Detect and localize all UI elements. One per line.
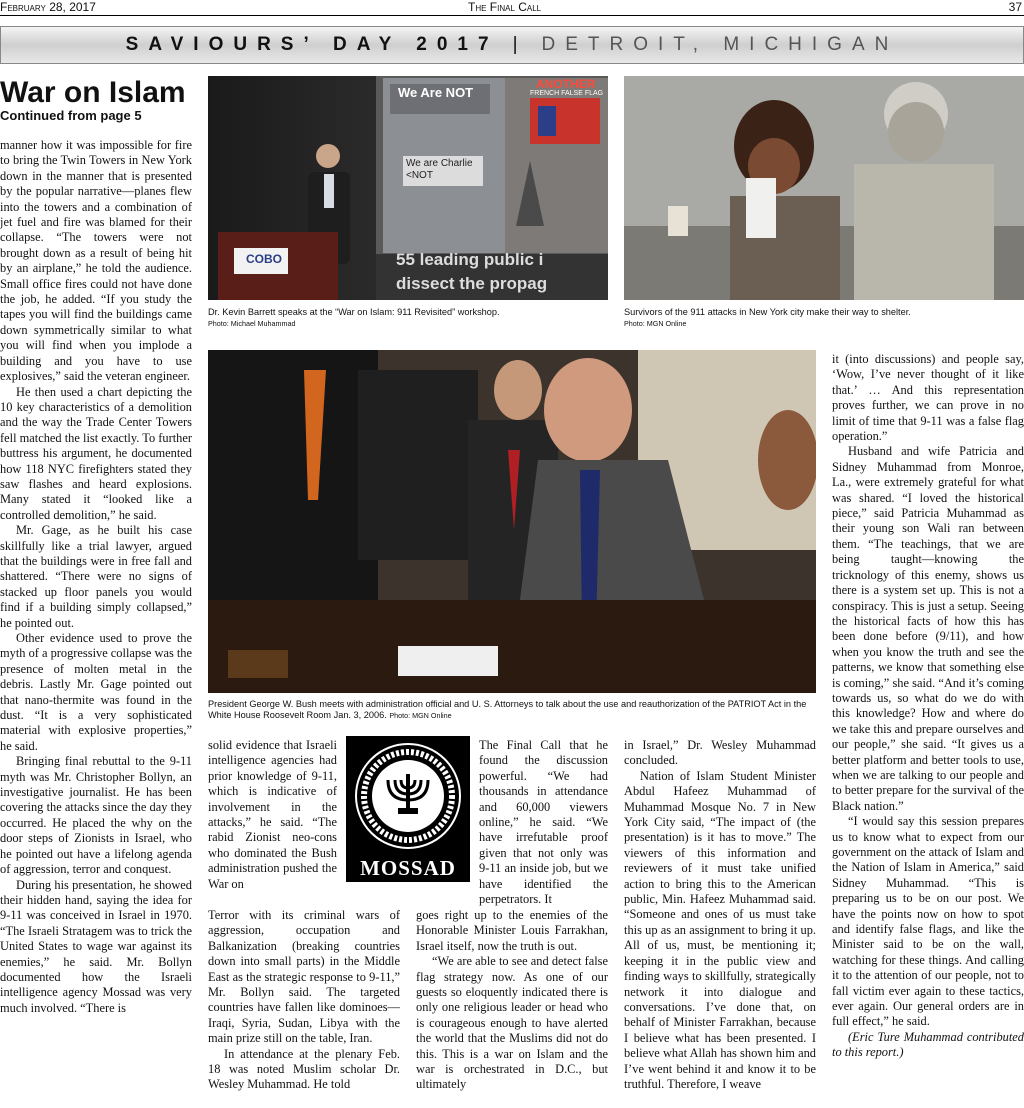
- article-column-2: [208, 908, 400, 1108]
- issue-date: February 28, 2017: [0, 0, 96, 14]
- article-column-2-top: [208, 738, 337, 908]
- article-column-1: [0, 138, 192, 1106]
- contributor-credit: (Eric Ture Muhammad contributed to this report.): [832, 1029, 1024, 1060]
- screen-text-charlie: We are Charlie <NOT: [406, 158, 473, 181]
- article-continuation: Continued from page 5: [0, 108, 142, 123]
- screen-text-bottom-1: 55 leading public i: [396, 250, 544, 269]
- banner-separator: |: [512, 34, 528, 55]
- banner-location: DETROIT, MICHIGAN: [541, 34, 899, 55]
- paragraph: Bringing final rebuttal to the 9-11 myth was Mr. Christopher Bollyn, an investigative journalist. He has been covering the attacks since the day they occurred. He placed the why on the door steps of Zionists in Israel, who he pointed out have a lifelong agenda of aggression, terror and conquest.: [0, 754, 192, 877]
- screen-text-french-false-flag: FRENCH FALSE FLAG: [530, 90, 604, 97]
- paragraph: Husband and wife Patricia and Sidney Muhammad from Monroe, La., were extremely grateful for what was shared. “I loved the historical piece,” said Patricia Muhammad as their young son Wali ran between them. “The teachings, that we are being taught—knowing the tricknology of this enemy, shows us there is a system set up. This is not a conspiracy. This is just a setup. Seeing the historical facts of how this has been done before (9/11), and how when you know the truth and see the patterns, we know that something else is coming,” she said. “And it’s coming towards us, so what do we do with this knowledge? How and where do we take this and prepare ourselves and our people,” she said. “It gives us a better platform and better tools to use, when we are talking to our people and to better prepare for the survival of the Black nation.”: [832, 444, 1024, 813]
- paragraph: Nation of Islam Student Minister Abdul Hafeez Muhammad of Muhammad Mosque No. 7 in New York City said, “The impact of (the presentation) is it has to move.” The viewers of this information and reviewers of it must take unified action to bring this to the American public, Min. Hafeez Muhammad said. “Someone and ones of us must take this up as an assignment to bring it up. All of us, must, be mentioning it; keeping it in the public view and finding ways to skillfully, strategically network it into dialogue and conversations. I’ve done that, on behalf of Minister Farrakhan, because I believe what has been presented. I believe what Allah has shown him and I’ve went behind it and know it to be truthful. Therefore, I weave: [624, 768, 816, 1091]
- photo-survivors: [624, 76, 1024, 300]
- photo-barrett: [208, 76, 608, 300]
- paragraph: “We are able to see and detect false flag strategy now. As one of our guests so eloquently indicated there is only one religious leader or head who is courageous enough to have alerted the world that the Muslims did not do this. This is a war on Islam and the war is orchestrated in D.C., but ultimately: [416, 954, 608, 1092]
- screen-text-another: ANOTHER: [536, 77, 596, 91]
- caption-bush-text: President George W. Bush meets with administration official and U. S. Attorneys to talk about the use and reauthorization of the PATRIOT Act in the White House Roosevelt Room Jan. 3, 2006.: [208, 699, 807, 720]
- caption-barrett: [208, 307, 608, 329]
- article-column-3: [416, 908, 608, 1108]
- paragraph: “I would say this session prepares us to know what to expect from our government on the attack of Islam and the Nation of Islam in America,” said Sidney Muhammad. “This is preparing us to be on our post. We have the points now on how to spot and identify false flags, and like the Minister said to be on the wall, watching for these things. And calling it to the attention of our people, not to fall victim ever again to these tactics, ever again. Our general orders are in full effect,” he said.: [832, 814, 1024, 1029]
- paragraph: The Final Call that he found the discussion powerful. “We had thousands in attendance and 60,000 viewers online,” he said. “We have irrefutable proof given that not only was 9-11 an inside job, but we have identified the perpetrators. It: [479, 738, 608, 907]
- article-column-3-top: [479, 738, 608, 908]
- paragraph: Mr. Gage, as he built his case skillfully like a trial lawyer, argued that the buildings were in free fall and shattered. “There were no signs of stacked up floor panels you would find if a building simply collapsed,” he pointed out.: [0, 523, 192, 630]
- paragraph: Other evidence used to prove the myth of a progressive collapse was the presence of molten metal in the debris. Lastly Mr. Gage pointed out that nano-thermite was found in the dust. “It is a very sophisticated material with explosive properties,” he said.: [0, 631, 192, 753]
- photo-bush: [208, 350, 816, 693]
- paragraph: He then used a chart depicting the 10 key characteristics of a demolition and the way the Trade Center Towers fell matched the list exactly. To further buttress his argument, he documented how 118 NYC firefighters stated they saw flashes and heard explosions. Many stated it “looked like a controlled demolition,” he said.: [0, 384, 192, 522]
- event-banner: [0, 26, 1024, 64]
- mossad-logo: [346, 736, 470, 882]
- paragraph: During his presentation, he showed their hidden hand, saying the idea for 9-11 was conceived in Israel in 1970. “The Israeli Stratagem was to trick the United States to wage war against its enemies,” he said. Mr. Bollyn documented how the Israeli intelligence agency Mossad was very much involved. “There is: [0, 877, 192, 1015]
- podium-logo: COBO: [246, 252, 282, 266]
- page-number: 37: [1008, 0, 1022, 14]
- caption-bush-credit: Photo: MGN Online: [389, 711, 452, 720]
- caption-barrett-text: Dr. Kevin Barrett speaks at the “War on Islam: 911 Revisited” workshop.: [208, 307, 500, 317]
- caption-survivors-credit: Photo: MGN Online: [624, 319, 687, 328]
- paragraph: In attendance at the plenary Feb. 18 was noted Muslim scholar Dr. Wesley Muhammad. He told: [208, 1046, 400, 1092]
- caption-bush: [208, 699, 816, 721]
- caption-survivors-text: Survivors of the 911 attacks in New York city make their way to shelter.: [624, 307, 911, 317]
- publication-name: The Final Call: [468, 0, 542, 14]
- paragraph: goes right up to the enemies of the Honorable Minister Louis Farrakhan, Israel itself, now the truth is out.: [416, 908, 608, 953]
- screen-text-bottom-2: dissect the propag: [396, 274, 548, 293]
- caption-barrett-credit: Photo: Michael Muhammad: [208, 319, 296, 328]
- banner-event: SAVIOURS’ DAY 2017: [125, 34, 499, 55]
- paragraph: solid evidence that Israeli intelligence agencies had prior knowledge of 9-11, which is indicative of involvement in the attacks,” he said. “The rabid Zionist neo-cons who dominated the Bush administration pushed the War on: [208, 738, 337, 891]
- screen-text-we-are-not: We Are NOT: [398, 85, 474, 100]
- article-column-5: [832, 352, 1024, 1108]
- page-header: [0, 0, 1024, 16]
- paragraph: manner how it was impossible for fire to bring the Twin Towers in New York down in the manner that is presented by the popular narrative—planes flew into the towers and a combination of jet fuel and fire was blamed for their collapse. “The towers were not brought down as a result of being hit by an airplane,” he told the audience. Small office fires could not have done the job, he added. “If you study the tapes you will find the buildings came down symmetrically similar to what you will find when you implode a building and you have to use explosives,” said the veteran engineer.: [0, 138, 192, 384]
- mossad-label: MOSSAD: [360, 856, 456, 880]
- article-title: War on Islam: [0, 76, 186, 109]
- caption-survivors: [624, 307, 1024, 329]
- paragraph: in Israel,” Dr. Wesley Muhammad concluded.: [624, 738, 816, 768]
- paragraph: it (into discussions) and people say, ‘Wow, I’ve never thought of it like that.’ … And this representation proves further, we can prove in no limit of time that 9-11 was a false flag operation.”: [832, 352, 1024, 444]
- paragraph: Terror with its criminal wars of aggression, occupation and Balkanization (breaking countries down into small parts) in the Middle East as the strategic response to 9-11,” Mr. Bollyn said. The targeted countries have fallen like dominoes—Iraqi, Syria, Sudan, Libya with the main prize still on the table, Iran.: [208, 908, 400, 1046]
- survivors-photo-image: [624, 76, 1024, 300]
- bush-photo-image: [208, 350, 816, 693]
- article-column-4: [624, 738, 816, 1108]
